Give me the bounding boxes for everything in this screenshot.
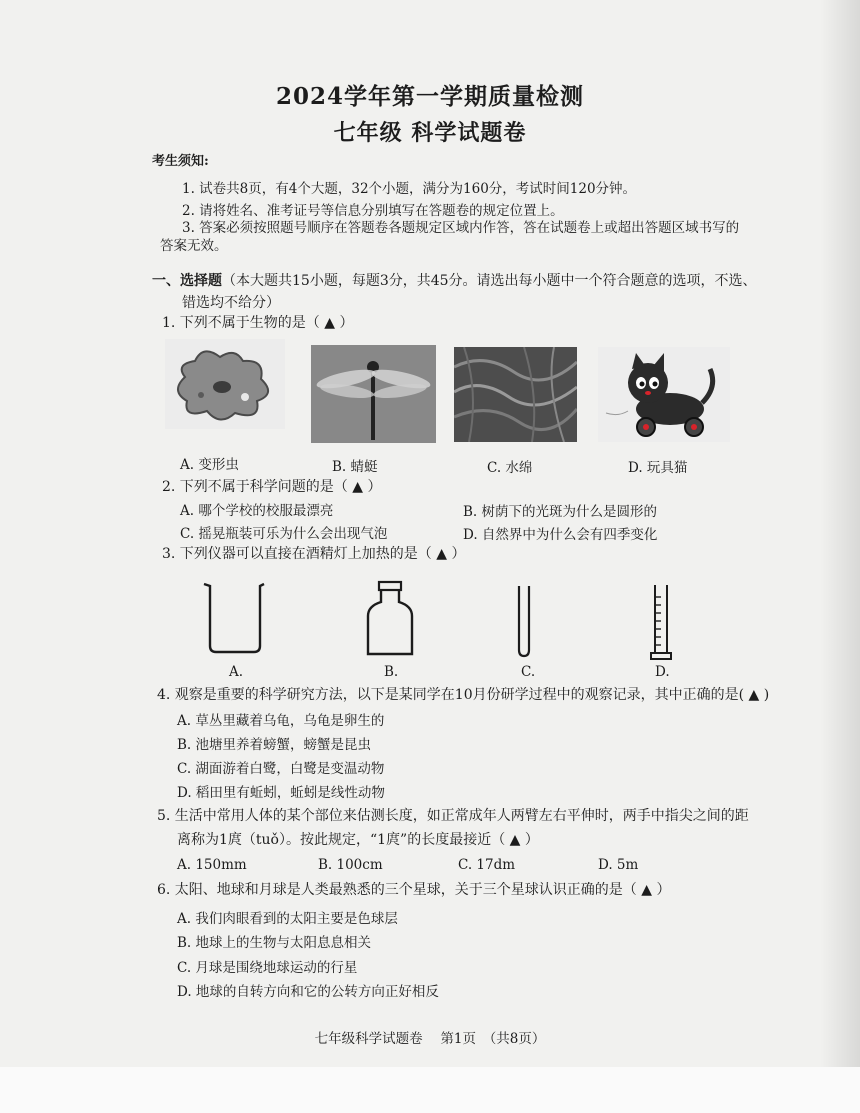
notice-item-2: 2. 请将姓名、准考证号等信息分别填写在答题卷的规定位置上。: [182, 203, 564, 219]
q4-option-d: D. 稻田里有蚯蚓，蚯蚓是线性动物: [177, 785, 385, 801]
q3-option-d: D.: [655, 664, 670, 680]
q3-option-a: A.: [229, 664, 244, 680]
q3-stem: 3. 下列仪器可以直接在酒精灯上加热的是（ ▲ ）: [162, 546, 466, 562]
q3-option-b: B.: [384, 664, 399, 680]
section-heading: [152, 270, 757, 290]
q2-option-c: C. 摇晃瓶装可乐为什么会出现气泡: [180, 526, 388, 542]
q2-stem: 2. 下列不属于科学问题的是（ ▲ ）: [162, 479, 382, 495]
toy-cat-image: [598, 347, 730, 442]
q1-stem: 1. 下列不属于生物的是（ ▲ ）: [162, 315, 354, 331]
q1-option-d: D. 玩具猫: [628, 460, 688, 476]
q6-stem: 6. 太阳、地球和月球是人类最熟悉的三个星球，关于三个星球认识正确的是（ ▲ ）: [157, 882, 671, 898]
q1-option-a: A. 变形虫: [180, 457, 239, 473]
q2-option-a: A. 哪个学校的校服最漂亮: [180, 503, 334, 519]
reagent-bottle-image: [364, 580, 416, 658]
exam-title: 2024学年第一学期质量检测: [275, 83, 584, 110]
q4-stem: 4. 观察是重要的科学研究方法，以下是某同学在10月份研学过程中的观察记录，其中正确的是( ▲ ): [157, 687, 770, 703]
q5-stem: 5. 生活中常用人体的某个部位来估测长度，如正常成年人两臂左右平伸时，两手中指尖之间的距: [157, 808, 749, 824]
q6-option-d: D. 地球的自转方向和它的公转方向正好相反: [177, 984, 439, 1000]
q2-option-b: B. 树荫下的光斑为什么是圆形的: [463, 504, 658, 520]
q4-option-c: C. 湖面游着白鹭，白鹭是变温动物: [177, 761, 385, 777]
bottom-margin: [0, 1067, 860, 1113]
q3-option-c: C.: [521, 664, 536, 680]
q6-option-a: A. 我们肉眼看到的太阳主要是色球层: [177, 911, 398, 927]
section-desc-cont: 错选均不给分）: [182, 295, 280, 311]
q4-option-a: A. 草丛里藏着乌龟，乌龟是卵生的: [177, 713, 385, 729]
amoeba-image: [165, 339, 285, 429]
beaker-image: [202, 580, 266, 654]
test-tube-image: [516, 584, 532, 658]
q5-stem-cont: 离称为1庹（tuǒ）。按此规定，“1庹”的长度最接近（ ▲ ）: [177, 832, 539, 848]
q1-option-b: B. 蜻蜓: [332, 459, 378, 475]
graduated-cylinder-image: [648, 583, 674, 663]
q4-option-b: B. 池塘里养着螃蟹，螃蟹是昆虫: [177, 737, 372, 753]
page-footer: 七年级科学试题卷 第1页 （共8页）: [314, 1031, 546, 1047]
notice-item-3-cont: 答案无效。: [160, 238, 228, 254]
q6-option-c: C. 月球是围绕地球运动的行星: [177, 960, 358, 976]
exam-subtitle: 七年级 科学试题卷: [333, 120, 527, 146]
q5-option-a: A. 150mm: [177, 857, 247, 873]
q5-option-d: D. 5m: [598, 857, 639, 873]
section-desc: （本大题共15小题，每题3分，共45分。请选出每小题中一个符合题意的选项，不选、: [222, 273, 757, 289]
notice-heading: 考生须知:: [152, 154, 209, 169]
q6-option-b: B. 地球上的生物与太阳息息相关: [177, 935, 372, 951]
section-label: 一、选择题: [152, 273, 222, 289]
q5-option-b: B. 100cm: [318, 857, 383, 873]
q1-option-c: C. 水绵: [487, 460, 533, 476]
dragonfly-image: [311, 345, 436, 443]
page-edge-shadow: [820, 0, 860, 1113]
q2-option-d: D. 自然界中为什么会有四季变化: [463, 527, 658, 543]
notice-item-3: 3. 答案必须按照题号顺序在答题卷各题规定区域内作答，答在试题卷上或超出答题区域书写的: [182, 220, 740, 236]
q5-option-c: C. 17dm: [458, 857, 516, 873]
notice-item-1: 1. 试卷共8页，有4个大题，32个小题，满分为160分，考试时间120分钟。: [182, 181, 637, 197]
spirogyra-image: [454, 347, 577, 442]
